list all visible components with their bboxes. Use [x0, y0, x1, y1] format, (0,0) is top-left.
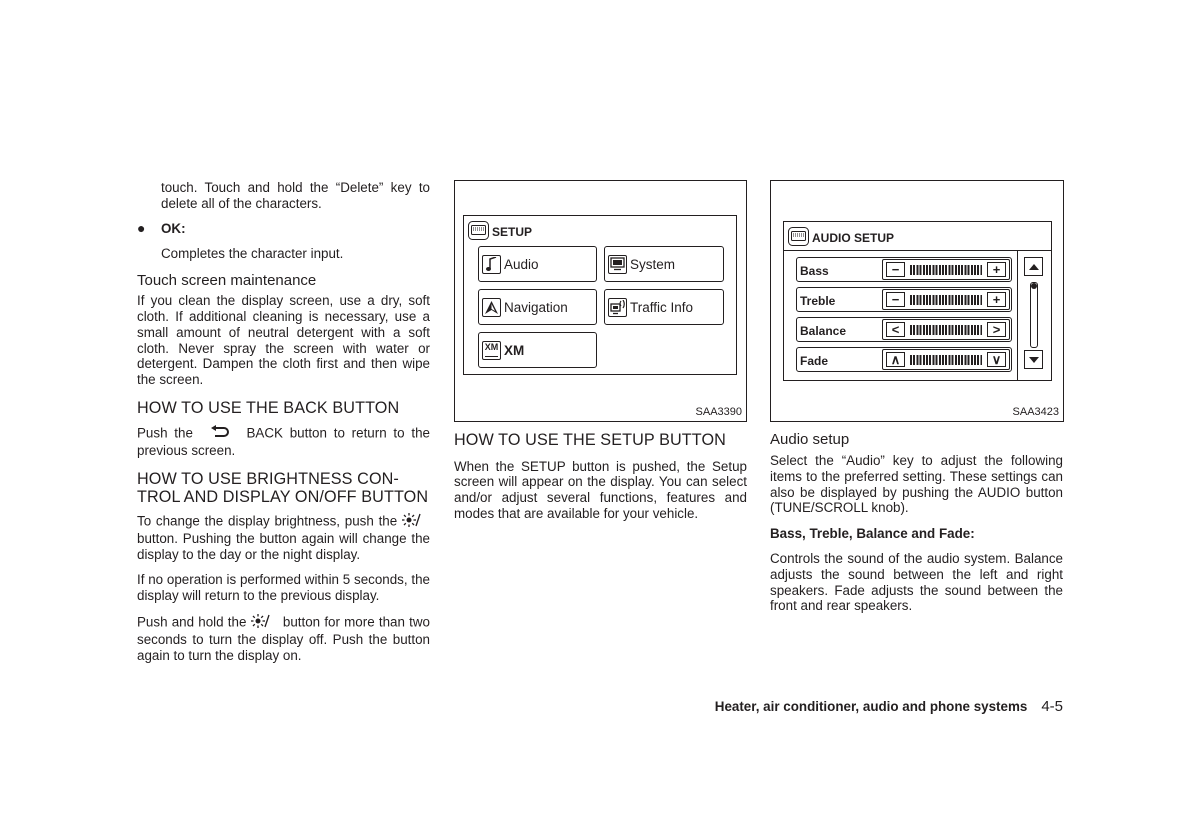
audio-setup-screen [783, 221, 1052, 381]
page-number: 4-5 [1041, 698, 1063, 715]
balance-control [882, 319, 1010, 340]
middle-column [454, 432, 747, 522]
left-column [137, 180, 430, 663]
system-button[interactable]: System [604, 246, 724, 282]
brightness-text-2: If no operation is performed within 5 seconds, the display will return to the previous display. [137, 572, 430, 604]
bass-decrease-button[interactable]: − [886, 262, 905, 277]
audio-setup-heading: Audio setup [770, 431, 850, 448]
fade-front-button[interactable]: ∧ [886, 352, 905, 367]
traffic-info-button[interactable]: Traffic Info [604, 289, 724, 325]
setup-screen-icon [788, 227, 809, 249]
maintenance-text: If you clean the display screen, use a dry, soft cloth. If additional cleaning is necessary, use a small amount of neutral detergent with a soft cloth. Never spray the screen with water or detergent. Dampen the cloth first and then wipe the screen. [137, 293, 430, 388]
down-arrow-icon [1029, 357, 1039, 363]
page-footer [715, 698, 1063, 715]
fade-level-bar [910, 355, 982, 365]
audio-setup-text: Select the “Audio” key to adjust the following items to the preferred setting. These settings can also be displayed by pushing the AUDIO button (TUNE/SCROLL knob). [770, 453, 1063, 516]
brightness-icon [402, 513, 430, 531]
navigation-arrow-icon [482, 298, 501, 317]
balance-level-bar [910, 325, 982, 335]
audio-button[interactable]: Audio [478, 246, 597, 282]
treble-increase-button[interactable]: + [987, 292, 1006, 307]
treble-label: Treble [800, 294, 836, 308]
back-text: Push the BACK button to return to the previous screen. [137, 425, 430, 459]
brightness-text-1: To change the display brightness, push the button. Pushing the button again will change the display to the day or the night display. [137, 513, 430, 562]
maintenance-heading: Touch screen maintenance [137, 272, 317, 290]
up-arrow-icon [1029, 264, 1039, 270]
balance-label: Balance [800, 324, 847, 338]
audio-setup-title: AUDIO SETUP [788, 227, 894, 249]
treble-control [882, 289, 1010, 310]
treble-decrease-button[interactable]: − [886, 292, 905, 307]
setup-text: When the SETUP button is pushed, the Setup screen will appear on the display. You can select and/or adjust several functions, features and modes that are available for your vehicle. [454, 458, 747, 521]
back-heading: HOW TO USE THE BACK BUTTON [137, 398, 400, 417]
bass-control [882, 259, 1010, 280]
setup-title: SETUP [468, 221, 532, 243]
audio-list-divider [784, 250, 1051, 251]
setup-screen-icon [468, 221, 489, 243]
brightness-icon [251, 614, 279, 632]
fade-label: Fade [800, 354, 829, 368]
ok-item [137, 221, 430, 237]
ok-label: OK: [161, 220, 186, 236]
ok-description: Completes the character input. [161, 246, 344, 262]
navigation-button[interactable]: Navigation [478, 289, 597, 325]
bullet-icon: ● [137, 219, 146, 236]
setup-figure-id: SAA3390 [695, 406, 742, 418]
music-note-icon [482, 255, 501, 274]
balance-left-button[interactable]: < [886, 322, 905, 337]
scroll-up-button[interactable] [1024, 257, 1043, 276]
bass-level-bar [910, 265, 982, 275]
audio-setup-figure [770, 180, 1064, 422]
xm-button[interactable]: XM XM [478, 332, 597, 368]
audio-figure-id: SAA3423 [1012, 406, 1059, 418]
balance-row [796, 317, 1012, 342]
treble-row [796, 287, 1012, 312]
scroll-down-button[interactable] [1024, 350, 1043, 369]
back-arrow-icon [210, 425, 230, 443]
brightness-heading: HOW TO USE BRIGHTNESS CON- TROL AND DISPLAY ON/OFF BUTTON [137, 470, 429, 506]
bass-row [796, 257, 1012, 282]
fade-rear-button[interactable]: ∨ [987, 352, 1006, 367]
brightness-text-3: Push and hold the button for more than two seconds to turn the display off. Push the button again to turn the display on. [137, 614, 430, 663]
traffic-info-icon [608, 298, 627, 317]
monitor-icon [608, 255, 627, 274]
fade-control [882, 349, 1010, 370]
bass-increase-button[interactable]: + [987, 262, 1006, 277]
right-column [770, 431, 1063, 614]
bass-treble-text: Controls the sound of the audio system. Balance adjusts the sound between the left and right speakers. Fade adjusts the sound between the front and rear speakers. [770, 550, 1063, 614]
intro-paragraph: touch. Touch and hold the “Delete” key to delete all of the characters. [161, 180, 430, 211]
setup-figure [454, 180, 747, 422]
scroll-column [1017, 250, 1052, 380]
scrollbar-thumb[interactable] [1031, 283, 1037, 289]
setup-heading: HOW TO USE THE SETUP BUTTON [454, 431, 726, 449]
xm-icon: XM [482, 341, 501, 360]
bass-treble-heading: Bass, Treble, Balance and Fade: [770, 526, 975, 542]
footer-section-title: Heater, air conditioner, audio and phone systems [714, 699, 1028, 714]
fade-row [796, 347, 1012, 372]
bass-label: Bass [800, 264, 829, 278]
setup-screen [463, 215, 737, 375]
scrollbar-track[interactable] [1030, 282, 1038, 348]
treble-level-bar [910, 295, 982, 305]
balance-right-button[interactable]: > [987, 322, 1006, 337]
